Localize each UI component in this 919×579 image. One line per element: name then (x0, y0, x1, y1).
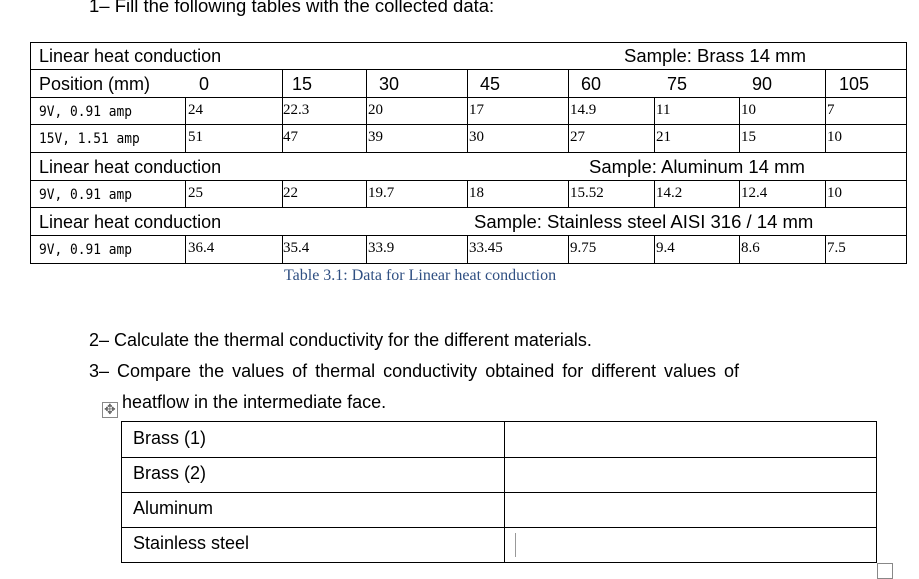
table-rule (30, 69, 907, 70)
data-cell: 15.52 (570, 185, 604, 201)
question-2: 2– Calculate the thermal conductivity for the different materials. (89, 330, 592, 350)
data-cell: 21 (656, 129, 671, 145)
data-cell: 33.45 (469, 240, 503, 256)
data-cell: 20 (368, 102, 383, 118)
data-cell: 10 (827, 129, 842, 145)
brass-section-title: Linear heat conduction (39, 46, 222, 66)
question-3: 3– Compare the values of thermal conductivity obtained for different values of (89, 361, 740, 381)
data-cell: 15 (741, 129, 756, 145)
table-rule (30, 124, 907, 125)
material-name: Brass (1) (133, 428, 207, 448)
material-name: Stainless steel (133, 533, 250, 553)
data-cell: 7 (827, 102, 835, 118)
row-label: 9V, 0.91 amp (39, 187, 133, 203)
table-column-rule (185, 180, 186, 207)
table-caption: Table 3.1: Data for Linear heat conduction (284, 267, 557, 284)
data-cell: 39 (368, 129, 383, 145)
data-cell: 36.4 (188, 240, 215, 256)
result-row (122, 492, 876, 527)
linear-heat-conduction-table (30, 42, 907, 264)
table-column-rule (739, 97, 740, 152)
data-cell: 7.5 (827, 240, 846, 256)
position-header-cell: 0 (198, 74, 209, 94)
table-rule (30, 180, 907, 181)
steel-sample-label: Sample: Stainless steel AISI 316 / 14 mm (474, 211, 814, 232)
data-cell: 19.7 (368, 185, 395, 201)
move-arrows-icon: ✥ (104, 401, 116, 417)
table-column-rule (366, 235, 367, 264)
data-cell: 10 (741, 102, 756, 118)
conductivity-value-cell[interactable] (505, 457, 876, 492)
row-label: 15V, 1.51 amp (39, 131, 140, 147)
data-cell: 8.6 (741, 240, 760, 256)
data-cell: 14.9 (570, 102, 597, 118)
table-column-rule (568, 235, 569, 264)
position-header-cell: 90 (751, 74, 773, 94)
table-column-rule (568, 180, 569, 207)
row-label: 9V, 0.91 amp (39, 242, 133, 258)
table-column-rule (654, 180, 655, 207)
data-cell: 51 (188, 129, 203, 145)
table-column-rule (825, 180, 826, 207)
question-1: 1– Fill the following tables with the collected data: (89, 0, 495, 16)
table-rule (30, 97, 907, 98)
position-header-cell: 105 (838, 74, 870, 94)
position-header-cell: 75 (666, 74, 688, 94)
table-rule (30, 152, 907, 153)
position-header-cell: 15 (291, 74, 313, 94)
data-cell: 9.75 (570, 240, 597, 256)
table-column-rule (739, 235, 740, 264)
thermal-conductivity-table (121, 421, 877, 563)
data-cell: 18 (469, 185, 484, 201)
material-name: Brass (2) (133, 463, 207, 483)
data-cell: 24 (188, 102, 203, 118)
data-cell: 33.9 (368, 240, 395, 256)
data-cell: 47 (283, 129, 298, 145)
result-row (122, 422, 876, 457)
table-column-rule (467, 235, 468, 264)
data-cell: 25 (188, 185, 203, 201)
table-rule (30, 235, 907, 236)
conductivity-value-cell[interactable] (505, 492, 876, 527)
data-cell: 27 (570, 129, 585, 145)
row-label: 9V, 0.91 amp (39, 104, 133, 120)
data-cell: 35.4 (283, 240, 310, 256)
aluminum-sample-label: Sample: Aluminum 14 mm (589, 156, 805, 177)
brass-sample-label: Sample: Brass 14 mm (624, 45, 806, 66)
data-cell: 11 (656, 102, 671, 118)
data-cell: 30 (469, 129, 484, 145)
data-cell: 14.2 (656, 185, 683, 201)
position-header-cell: 60 (580, 74, 602, 94)
table-move-handle[interactable] (102, 402, 118, 418)
data-cell: 22.3 (283, 102, 310, 118)
table-rule (30, 207, 907, 208)
table-column-rule (739, 180, 740, 207)
steel-section-title: Linear heat conduction (39, 212, 222, 232)
table-column-rule (366, 180, 367, 207)
data-cell: 10 (827, 185, 842, 201)
conductivity-value-cell[interactable] (505, 422, 876, 457)
data-cell: 9.4 (656, 240, 675, 256)
material-name: Aluminum (133, 498, 214, 518)
table-column-rule (467, 180, 468, 207)
data-cell: 22 (283, 185, 298, 201)
table-column-rule (654, 97, 655, 152)
aluminum-section-title: Linear heat conduction (39, 157, 222, 177)
result-row (122, 457, 876, 492)
table-column-rule (185, 97, 186, 152)
table-column-rule (825, 235, 826, 264)
result-row (122, 527, 876, 562)
conductivity-value-cell[interactable] (505, 527, 876, 562)
table-resize-handle[interactable] (877, 563, 893, 579)
text-cursor (515, 533, 516, 557)
data-cell: 17 (469, 102, 484, 118)
table-column-rule (654, 235, 655, 264)
question-3-continuation: heatflow in the intermediate face. (122, 392, 387, 412)
position-header-label: Position (mm) (39, 74, 151, 94)
position-header-cell: 45 (479, 74, 501, 94)
table-column-rule (185, 235, 186, 264)
position-header-cell: 30 (378, 74, 400, 94)
data-cell: 12.4 (741, 185, 768, 201)
